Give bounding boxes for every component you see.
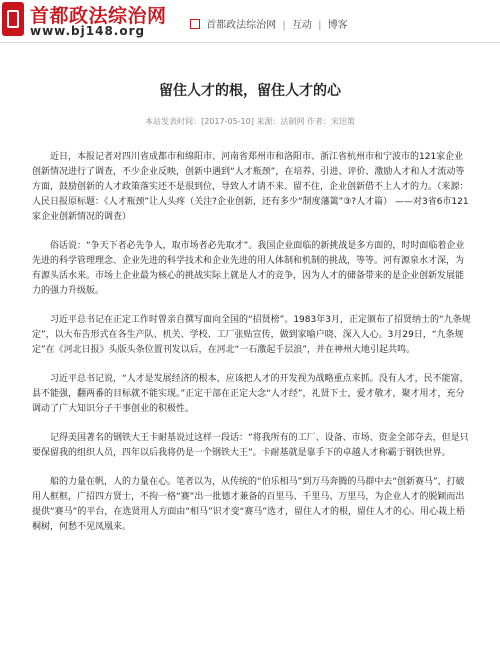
breadcrumb-interaction[interactable]: 互动: [291, 20, 312, 31]
breadcrumb-home[interactable]: 首都政法综治网: [206, 20, 277, 31]
article-paragraph: 俗话说：“争天下者必先争人，取市场者必先取才”。我国企业面临的新挑战是多方面的，时时面临着企业先进的科学管理理念、企业先进的科学技术和企业先进的用人体制和机制的挑战，等等。河有源泉水才深，为有源头活水来。市场上企业最为核心的挑战实际上就是人才的竞争，因为人才的储备带来的是企业创新发展能力的强力升级版。: [32, 241, 465, 296]
breadcrumb-separator: |: [282, 20, 286, 31]
site-url[interactable]: www.bj148.org: [30, 24, 146, 38]
article-paragraph: 习近平总书记说，“人才是发展经济的根本，应该把人才的开发视为战略重点来抓。没有人才，民不能富，县不能强，翻两番的目标就不能实现。”正定干部在正定大念“人才经”，礼贤下士，爱才敬才，聚才用才，充分调动了广大知识分子干事创业的积极性。: [32, 374, 469, 414]
breadcrumb-separator: |: [318, 20, 322, 31]
breadcrumb-blog[interactable]: 博客: [327, 20, 348, 31]
article-paragraph: 船的力量在帆，人的力量在心。笔者以为，从传统的“伯乐相马”到万马奔腾的马群中去“创新赛马”，打破用人框框，广招四方贤士，不拘一格“赛”出一批德才兼备的百里马、千里马、万里马，为企业人才的脱颖而出提供“赛马”的平台，在选贤用人方面由“相马”识才变“赛马”选才，留住人才的根，留住人才的心。用心栽上梧桐树，何愁不见凤凰来。: [32, 477, 465, 532]
home-icon: [190, 19, 200, 29]
article-paragraph: 记得美国著名的钢铁大王卡耐基说过这样一段话：“将我所有的工厂、设备、市场、资金全部夺去，但是只要保留我的组织人员，四年以后我将仍是一个钢铁大王”。卡耐基就是靠手下的卓越人才称霸于钢铁世界。: [32, 433, 469, 458]
header-divider: [0, 42, 500, 43]
article-title: 留住人才的根，留住人才的心: [159, 83, 341, 99]
article-paragraph: 习近平总书记在正定工作时曾亲自撰写面向全国的“招贤榜”。1983年3月，正定颁布了招贤纳士的“九条规定”，以大布告形式在各生产队、机关、学校、工厂张贴宣传，做到家喻户晓、深入人心。3月29日，“九条规定”在《河北日报》头版头条位置刊发以后，在河北“一石激起千层浪”，并在神州大地引起共鸣。: [32, 315, 471, 355]
article-body: [32, 150, 472, 549]
site-name[interactable]: 首都政法综治网: [30, 5, 167, 27]
site-logo-icon[interactable]: [2, 2, 24, 36]
article-meta: 本站发表时间：[2017-05-10] 来源：法制网 作者：宋迅策: [145, 117, 355, 126]
breadcrumb: [190, 16, 348, 31]
article-paragraph: 近日，本报记者对四川省成都市和绵阳市、河南省郑州市和洛阳市、浙江省杭州市和宁波市的121家企业创新情况进行了调查，不少企业反映，创新中遇到“人才瓶颈”，在培养、引进、评价、激励人才和人才流动等方面，鼓励创新的人才政策落实还不是很到位，导致人才请不来、留不住，企业创新借不上人才的力。（来源：人民日报原标题：《人才瓶颈”让人头疼（关注?企业创新，还有多少“制度藩篱”③?人才篇） ——对3省6市121家企业创新情况的调查）: [32, 152, 469, 222]
site-header: [0, 0, 500, 42]
